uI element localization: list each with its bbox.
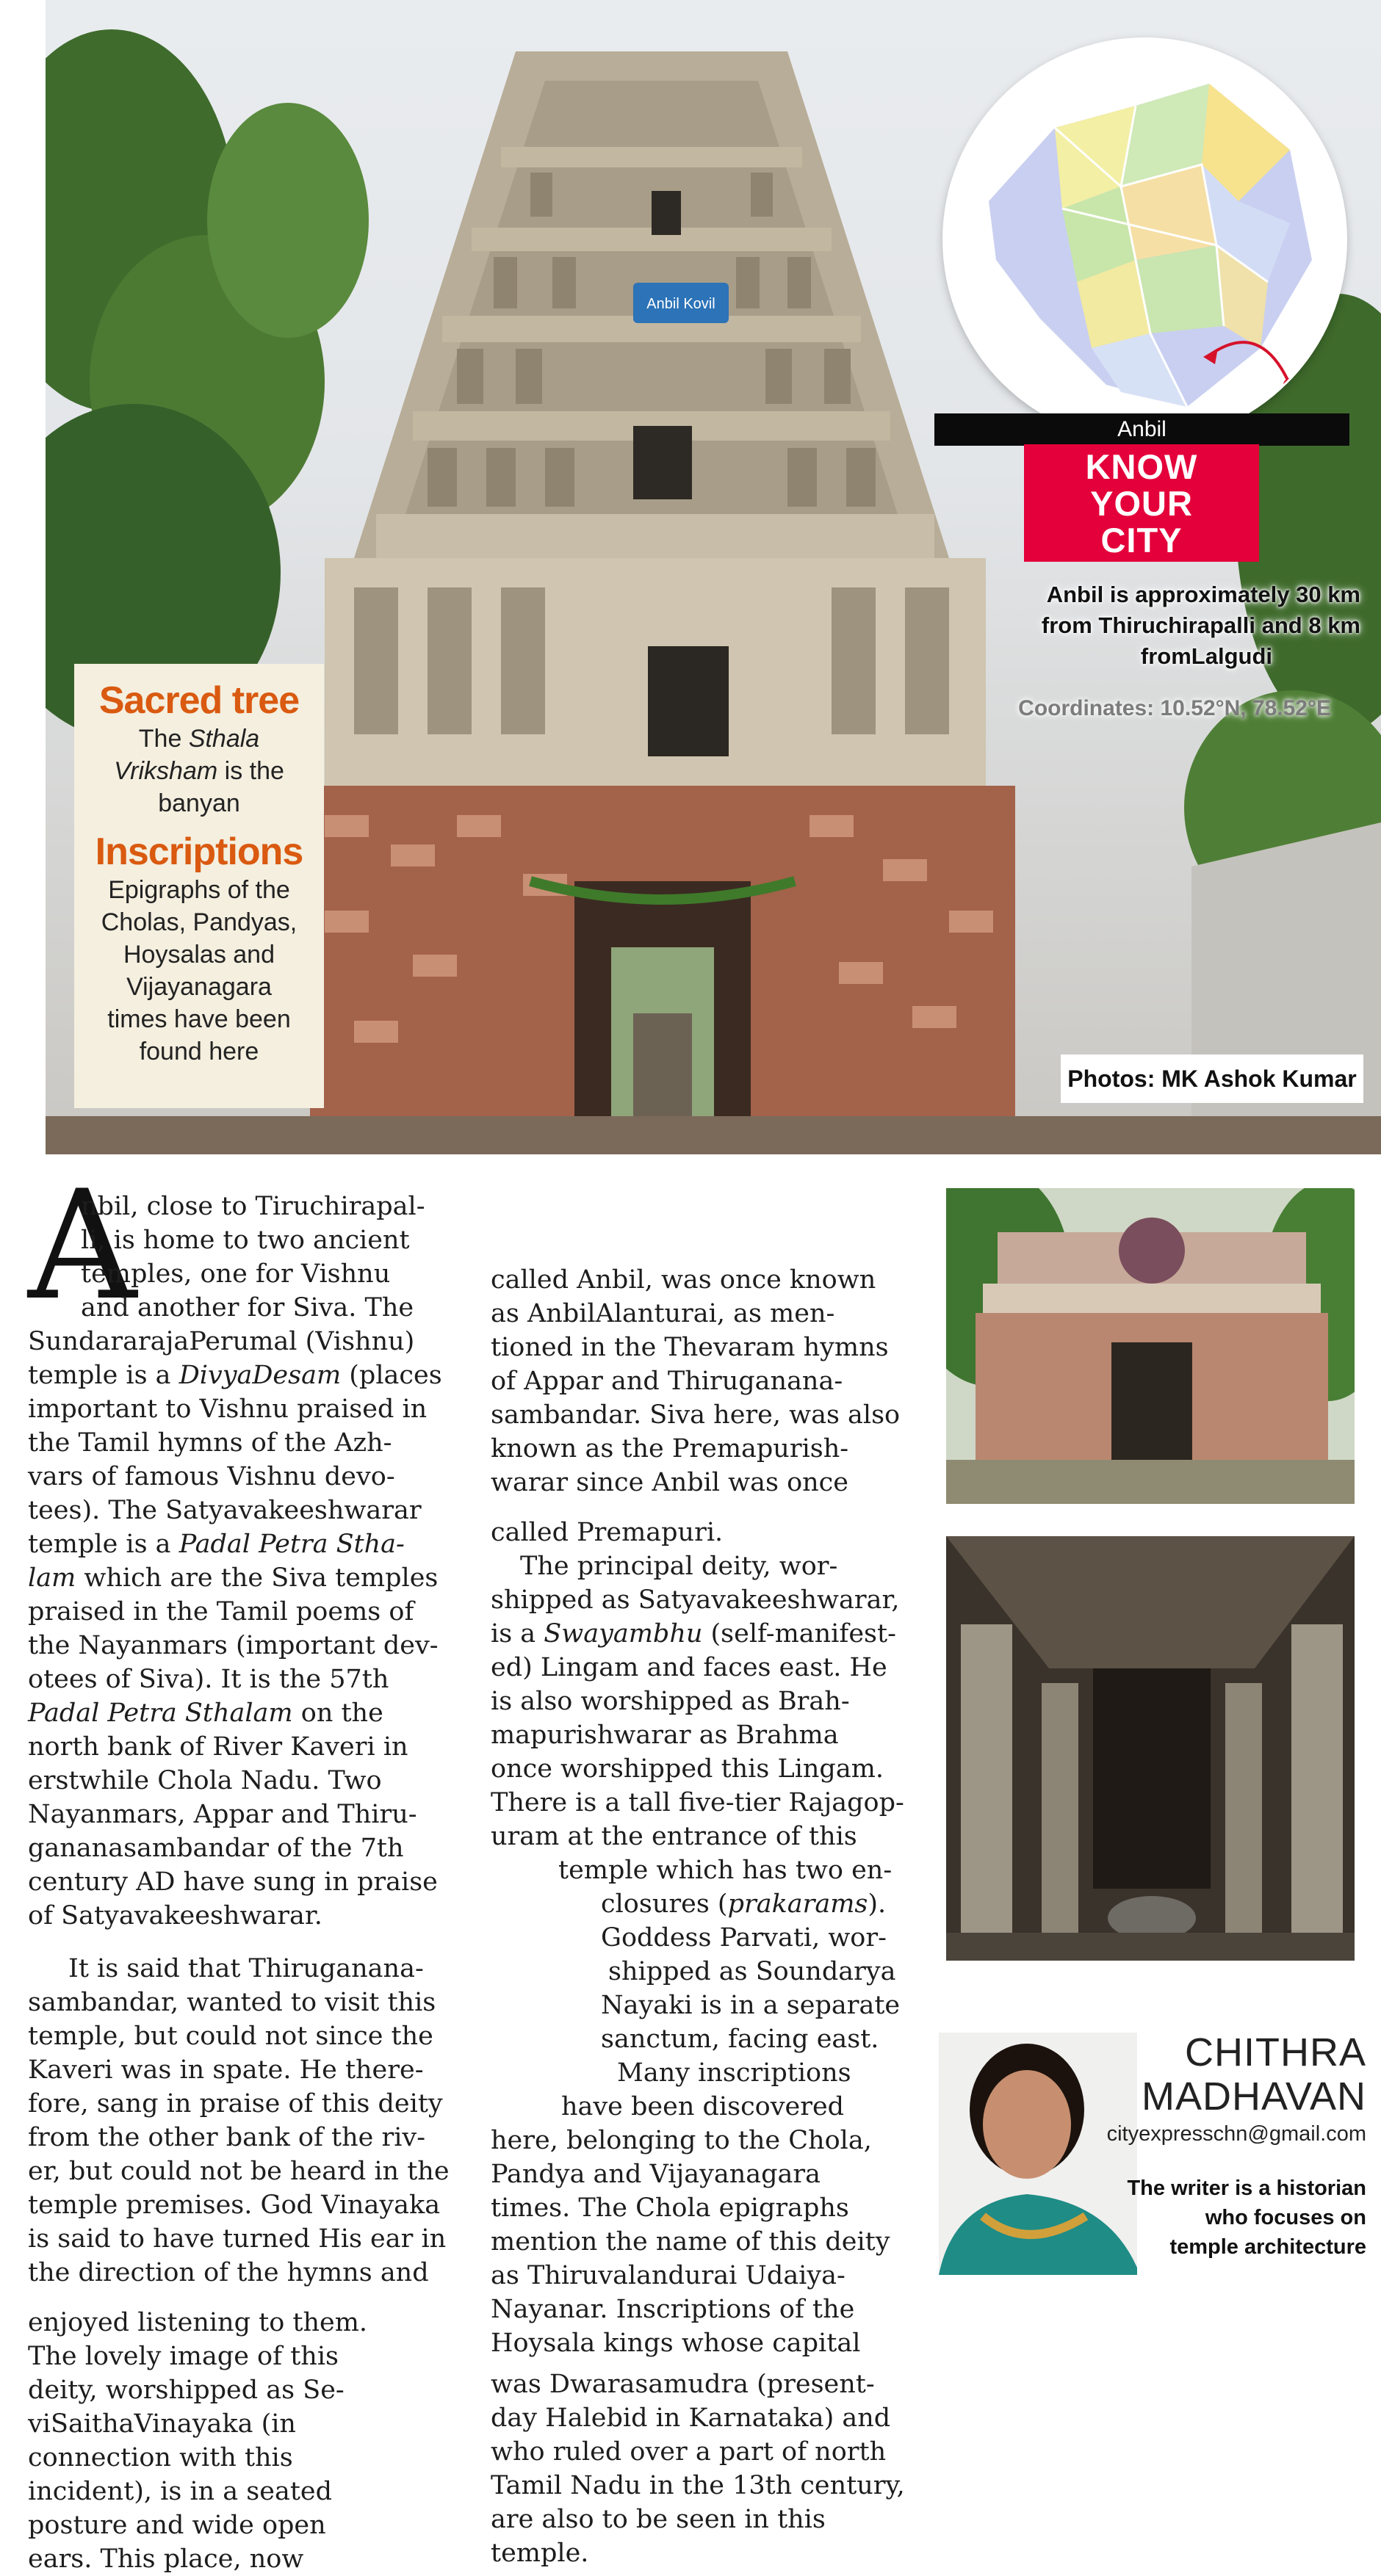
text-line: sambandar. Siva here, was also <box>491 1400 901 1430</box>
banner-line-2: YOUR <box>1090 484 1193 523</box>
text-line: called Premapuri. <box>491 1518 724 1547</box>
facts-box <box>74 664 324 1108</box>
text-line: The principal deity, wor- <box>520 1552 838 1581</box>
text-line: posture and wide open <box>28 2511 326 2540</box>
inscriptions-text <box>74 874 324 1068</box>
inscriptions-line: Vijayanagara <box>126 973 272 1001</box>
text-line: sanctum, facing east. <box>601 2025 879 2054</box>
author-first-name: CHITHRA <box>1185 2030 1366 2074</box>
text-line <box>491 1617 924 1651</box>
text-line: who ruled over a part of north <box>491 2437 887 2467</box>
text-line: Nayanmars, Appar and Thiru- <box>28 1800 417 1829</box>
text-italic: prakarams <box>727 1889 868 1919</box>
text-line: temple which has two en- <box>558 1856 893 1885</box>
text-line: It is said that Thiruganana- <box>68 1954 424 1983</box>
paragraph-gap <box>491 1499 924 1516</box>
pillared-hall-photo <box>946 1536 1355 1961</box>
inscriptions-line: Epigraphs of the <box>108 876 290 904</box>
text-line: viSaithaVinayaka (in <box>28 2409 296 2439</box>
text-line: the direction of the hymns and <box>28 2258 429 2287</box>
text-line: important to Vishnu praised in <box>28 1394 428 1424</box>
text-line: temple premises. God Vinayaka <box>28 2190 441 2220</box>
text-line: shipped as Satyavakeeshwarar, <box>491 1585 900 1615</box>
author-bio <box>1102 2174 1366 2262</box>
text-line: tees). The Satyavakeeshwarar <box>28 1496 422 1525</box>
banner-line-3: CITY <box>1100 521 1183 560</box>
paragraph-gap <box>28 2290 476 2306</box>
text-line: ed) Lingam and faces east. He <box>491 1653 887 1682</box>
text-line: the Tamil hymns of the Azh- <box>28 1428 392 1458</box>
text-line: er, but could not be heard in the <box>28 2157 450 2186</box>
text-line: nbil, close to Tiruchirapal- <box>81 1192 425 1221</box>
text-line: here, belonging to the Chola, <box>491 2126 872 2155</box>
text-line: is also worshipped as Brah- <box>491 1687 850 1716</box>
paragraph-gap <box>28 1933 476 1952</box>
text-line: deity, worshipped as Se- <box>28 2376 345 2405</box>
text-line: times. The Chola epigraphs <box>491 2193 849 2223</box>
text-italic: Swayambhu <box>544 1619 703 1649</box>
text-line: the Nayanmars (important dev- <box>28 1631 439 1660</box>
district-map <box>945 40 1345 440</box>
tree-text-b: is the <box>217 757 284 785</box>
inscriptions-line: Cholas, Pandyas, <box>101 908 298 936</box>
text-line: as Thiruvalandurai Udaiya- <box>491 2261 845 2290</box>
sacred-tree-heading: Sacred tree <box>98 679 300 722</box>
distance-line-1: Anbil is approximately 30 km <box>1046 582 1360 607</box>
text-line: Tamil Nadu in the 13th century, <box>491 2471 905 2500</box>
inscriptions-line: Hoysalas and <box>123 941 275 969</box>
text-line: SundararajaPerumal (Vishnu) <box>28 1327 415 1356</box>
text-line: is said to have turned His ear in <box>28 2224 447 2254</box>
text-line: otees of Siva). It is the 57th <box>28 1665 389 1694</box>
temple-sign-text: Anbil Kovil <box>646 296 715 312</box>
tree-text-italic-2: Vriksham <box>114 757 218 785</box>
text-line: erstwhile Chola Nadu. Two <box>28 1766 382 1795</box>
drop-cap: A <box>28 1159 137 1334</box>
text-line: vars of famous Vishnu devo- <box>28 1462 395 1491</box>
text-line: temples, one for Vishnu <box>81 1259 391 1289</box>
text-line: Many inscriptions <box>617 2058 851 2088</box>
text-line: was Dwarasamudra (present- <box>491 2370 875 2399</box>
text-line: li, is home to two ancient <box>81 1226 410 1255</box>
text-italic: lam <box>28 1563 76 1593</box>
text-line: as AnbilAlanturai, as men- <box>491 1299 835 1328</box>
text-line: of Appar and Thiruganana- <box>491 1367 843 1396</box>
text-line: called Anbil, was once known <box>491 1265 876 1295</box>
text-line: Goddess Parvati, wor- <box>601 1923 887 1953</box>
text-span: ). <box>868 1889 887 1919</box>
inscriptions-line: found here <box>139 1038 259 1066</box>
text-line: incident), is in a seated <box>28 2477 333 2506</box>
banner-line-1: KNOW <box>1085 447 1198 486</box>
tamil-nadu-map-inset <box>945 40 1345 440</box>
text-line: once worshipped this Lingam. <box>491 1754 884 1784</box>
text-line: ears. This place, now <box>28 2544 304 2574</box>
paragraph-gap <box>491 2360 924 2367</box>
tree-text-c: banyan <box>158 789 240 817</box>
text-line: fore, sang in praise of this deity <box>28 2089 443 2119</box>
text-line: mention the name of this deity <box>491 2227 890 2257</box>
text-span: is a <box>491 1619 544 1649</box>
text-line: temple. <box>491 2539 589 2568</box>
article-column-2 <box>491 1263 924 2570</box>
text-line: Nayaki is in a separate <box>601 1991 901 2020</box>
sacred-tree-text <box>74 723 324 820</box>
text-line <box>28 1358 476 1392</box>
text-line: mapurishwarar as Brahma <box>491 1721 839 1750</box>
author-name <box>1117 2030 1366 2119</box>
text-line: enjoyed listening to them. <box>28 2308 368 2337</box>
tree-text-a: The <box>138 725 189 753</box>
text-line <box>28 1696 476 1730</box>
distance-line-3: fromLalgudi <box>1140 643 1272 669</box>
text-italic: Padal Petra Sthalam <box>28 1698 293 1728</box>
text-line: praised in the Tamil poems of <box>28 1597 414 1627</box>
text-line: day Halebid in Karnataka) and <box>491 2403 891 2433</box>
shrine-illustration <box>946 1188 1355 1504</box>
text-italic: Padal Petra Stha- <box>179 1530 405 1559</box>
photo-credit: Photos: MK Ashok Kumar <box>1061 1054 1363 1103</box>
text-line: of Satyavakeeshwarar. <box>28 1901 322 1931</box>
text-line <box>28 1561 476 1595</box>
text-line: known as the Premapurish- <box>491 1434 849 1464</box>
map-place-label: Anbil <box>934 413 1349 446</box>
text-line: Kaveri was in spate. He there- <box>28 2055 424 2085</box>
text-span: (places <box>341 1361 442 1390</box>
small-shrine-photo <box>946 1188 1355 1504</box>
author-email[interactable]: cityexpresschn@gmail.com <box>1106 2122 1366 2146</box>
bio-line: temple architecture <box>1169 2235 1366 2259</box>
distance-caption <box>934 579 1360 672</box>
text-line: century AD have sung in praise <box>28 1867 438 1897</box>
text-italic: DivyaDesam <box>179 1361 342 1390</box>
text-line: Nayanar. Inscriptions of the <box>491 2295 855 2324</box>
text-line: uram at the entrance of this <box>491 1822 857 1851</box>
text-line: north bank of River Kaveri in <box>28 1732 408 1762</box>
text-line: connection with this <box>28 2443 293 2472</box>
coordinates-caption: Coordinates: 10.52°N, 78.52°E <box>1018 696 1331 720</box>
text-line: have been discovered <box>561 2092 845 2121</box>
text-span: temple is a <box>28 1530 179 1559</box>
text-line <box>28 1527 476 1561</box>
distance-line-2: from Thiruchirapalli and 8 km <box>1041 612 1360 638</box>
hall-illustration <box>946 1536 1355 1961</box>
text-line: warar since Anbil was once <box>491 1468 848 1497</box>
know-your-city-banner <box>1024 444 1259 562</box>
text-span: on the <box>292 1698 383 1728</box>
text-line: The lovely image of this <box>28 2342 339 2371</box>
text-line: sambandar, wanted to visit this <box>28 1988 436 2017</box>
text-span: temple is a <box>28 1361 179 1390</box>
text-line: Hoysala kings whose capital <box>491 2329 861 2358</box>
text-line: tioned in the Thevaram hymns <box>491 1333 889 1362</box>
author-last-name: MADHAVAN <box>1141 2074 1366 2119</box>
text-line: temple, but could not since the <box>28 2022 433 2051</box>
text-line: are also to be seen in this <box>491 2505 826 2534</box>
text-line: There is a tall five-tier Rajagop- <box>491 1788 904 1817</box>
text-line: shipped as Soundarya <box>608 1957 896 1986</box>
text-line <box>491 1887 924 1921</box>
text-span: (self-manifest- <box>702 1619 896 1649</box>
tree-text-italic: Sthala <box>188 725 260 753</box>
text-span: which are the Siva temples <box>76 1563 439 1593</box>
text-line: Pandya and Vijayanagara <box>491 2160 821 2189</box>
text-line: and another for Siva. The <box>81 1293 414 1323</box>
article-column-1 <box>28 1190 476 2576</box>
bio-line: who focuses on <box>1205 2206 1366 2229</box>
text-line: from the other bank of the riv- <box>28 2123 426 2152</box>
text-line: gananasambandar of the 7th <box>28 1834 404 1863</box>
inscriptions-heading: Inscriptions <box>95 831 303 873</box>
inscriptions-line: times have been <box>107 1005 291 1033</box>
text-span: closures ( <box>601 1889 728 1919</box>
bio-line: The writer is a historian <box>1127 2177 1366 2200</box>
